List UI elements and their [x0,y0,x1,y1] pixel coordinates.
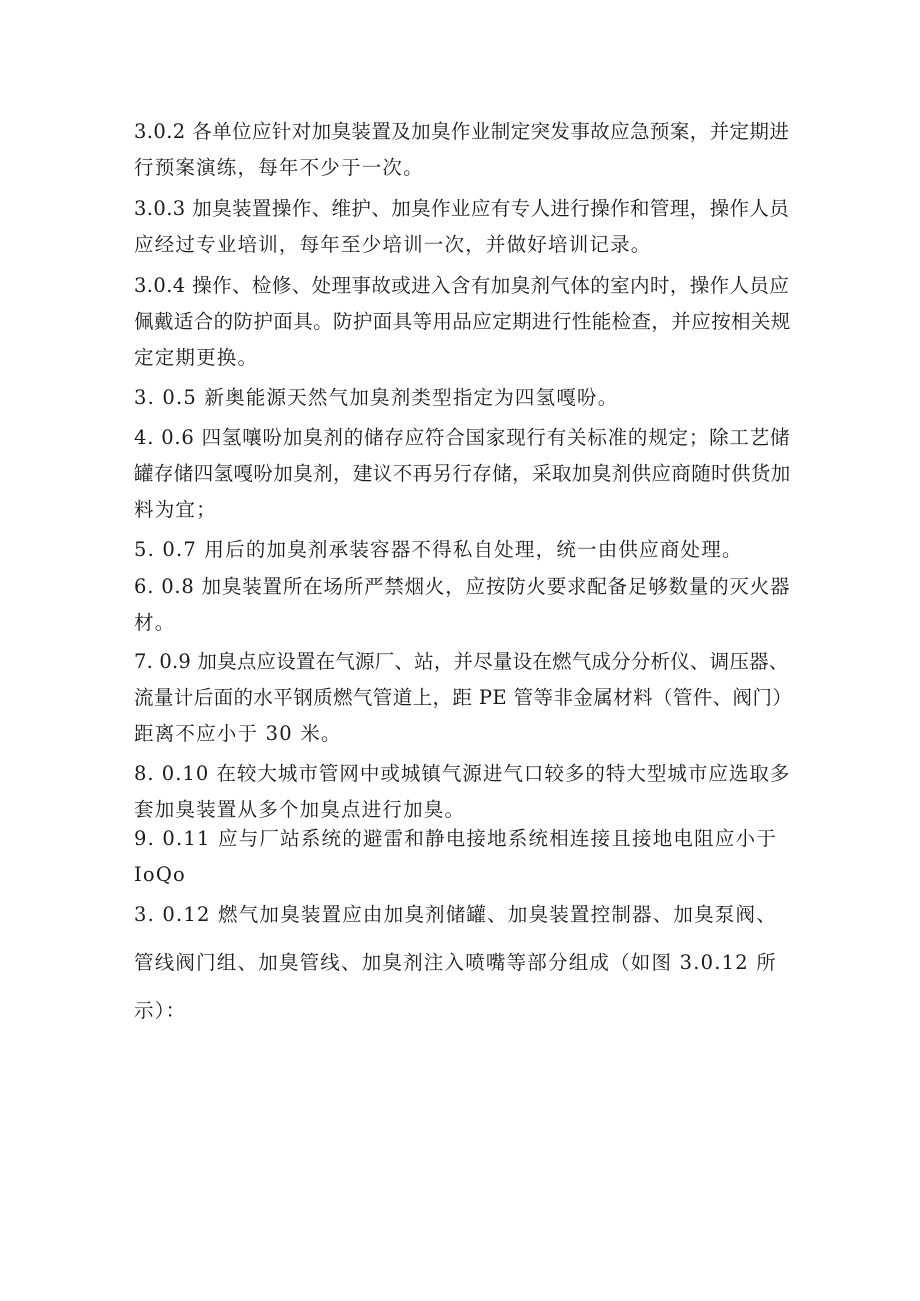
text-line: 示）： [134,999,187,1022]
clause-7-0-9 [134,644,794,752]
clause-4-0-6 [134,420,794,528]
text-line: 7. 0.9 加臭点应设置在气源厂、站，并尽量设在燃气成分分析仪、调压器、 [134,650,789,673]
clause-3-0-5 [134,380,794,416]
text-line: 流量计后面的水平钢质燃气管道上，距 PE 管等非金属材料（管件、阀门） [134,686,793,709]
text-line: 定定期更换。 [134,346,259,369]
text-line: 佩戴适合的防护面具。防护面具等用品应定期进行性能检查，并应按相关规 [134,310,791,333]
clause-3-0-2 [134,114,794,186]
text-line: 3.0.2 各单位应针对加臭装置及加臭作业制定突发事故应急预案，并定期进 [134,120,790,143]
text-line: 管线阀门组、加臭管线、加臭剂注入喷嘴等部分组成（如图 3.0.12 所 [134,951,777,974]
text-line: 材。 [134,611,176,634]
text-line: IoQo [134,863,186,886]
text-line: 5. 0.7 用后的加臭剂承装容器不得私自处理，统一由供应商处理。 [134,538,743,561]
text-line: 3. 0.5 新奥能源天然气加臭剂类型指定为四氢嘎吩。 [134,386,619,409]
text-line: 4. 0.6 四氢嚷吩加臭剂的储存应符合国家现行有关标准的规定；除工艺储 [134,426,791,449]
text-line: 罐存储四氢嘎吩加臭剂，建议不再另行存储，采取加臭剂供应商随时供货加 [134,462,791,485]
clause-3-0-4 [134,268,794,376]
clause-6-0-8 [134,569,794,641]
clause-8-0-10 [134,756,794,828]
text-line: 3. 0.12 燃气加臭装置应由加臭剂储罐、加臭装置控制器、加臭泵阀、 [134,903,777,926]
text-line: 距离不应小于 30 米。 [134,722,342,745]
clause-3-0-3 [134,191,794,263]
clause-9-0-11 [134,821,794,893]
text-line: 9. 0.11 应与厂站系统的避雷和静电接地系统相连接且接地电阻应小于 [134,827,777,850]
text-line: 3.0.4 操作、检修、处理事故或进入含有加臭剂气体的室内时，操作人员应 [134,274,790,297]
text-line: 应经过专业培训，每年至少培训一次，并做好培训记录。 [134,233,652,256]
text-line: 3.0.3 加臭装置操作、维护、加臭作业应有专人进行操作和管理，操作人员 [134,197,790,220]
clause-3-0-12 [134,897,794,1041]
text-line: 套加臭装置从多个加臭点进行加臭。 [134,798,466,821]
clause-5-0-7 [134,532,794,568]
text-line: 行预案演练，每年不少于一次。 [134,156,424,179]
text-line: 8. 0.10 在较大城市管网中或城镇气源进气口较多的特大型城市应选取多 [134,762,791,785]
text-line: 料为宜； [134,498,217,521]
text-line: 6. 0.8 加臭装置所在场所严禁烟火，应按防火要求配备足够数量的灭火器 [134,575,791,598]
